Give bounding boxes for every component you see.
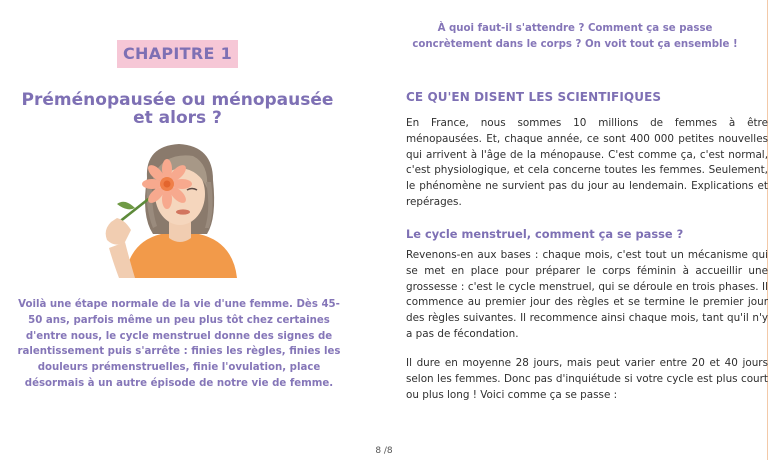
cycle-paragraph-2: Il dure en moyenne 28 jours, mais peut varier entre 20 et 40 jours selon les femmes. Donc pas d'inquiétude si votre cycle est plus court ou plus long ! Voici comme ça se passe :: [406, 357, 768, 401]
teaser-text: À quoi faut-il s'attendre ? Comment ça se passe concrètement dans le corps ? On voit tout ça ensemble !: [412, 23, 738, 50]
section-heading-cycle: Le cycle menstruel, comment ça se passe ?: [406, 227, 684, 241]
cycle-paragraph-1: Revenons-en aux bases : chaque mois, c'est tout un mécanisme qui se met en place pour préparer le corps féminin à accueillir une grossesse : c'est le cycle menstruel, qui se déroule en trois phases. Il commence au premier jour des règles et se termine le premier jour des règles suivantes. Il recommence ainsi chaque mois, tant qu'il n'y a pas de fécondation.: [406, 249, 768, 340]
section-heading-scientists: CE QU'EN DISENT LES SCIENTIFIQUES: [406, 90, 662, 104]
chapter-title: [20, 91, 335, 127]
chapter-intro: Voilà une étape normale de la vie d'une femme. Dès 45-50 ans, parfois même un peu plus tôt chez certaines d'entre nous, le cycle menstruel donne des signes de ralentissement puis s'arrête : finies les règles, finies les douleurs prémenstruelles, finie l'ovulation, place désormais à un autre épisode de notre vie de femme.: [17, 299, 341, 389]
scientists-paragraph: En France, nous sommes 10 millions de femmes à être ménopausées. Et, chaque année, ce sont 400 000 petites nouvelles qui arrivent à l'âge de la ménopause. C'est comme ça, c'est normal, c'est physiologique, et cela concerne toutes les femmes. Seulement, le phénomène ne survient pas du jour au lendemain. Explications et repérages.: [406, 117, 768, 208]
chapter-title-line-1: Préménopausée ou ménopausée: [21, 90, 334, 110]
page-number: 8 /8: [375, 446, 393, 456]
chapter-title-line-2: et alors ?: [133, 108, 222, 128]
chapter-badge: CHAPITRE 1: [117, 40, 238, 68]
woman-holding-flower-illustration: [95, 138, 265, 278]
